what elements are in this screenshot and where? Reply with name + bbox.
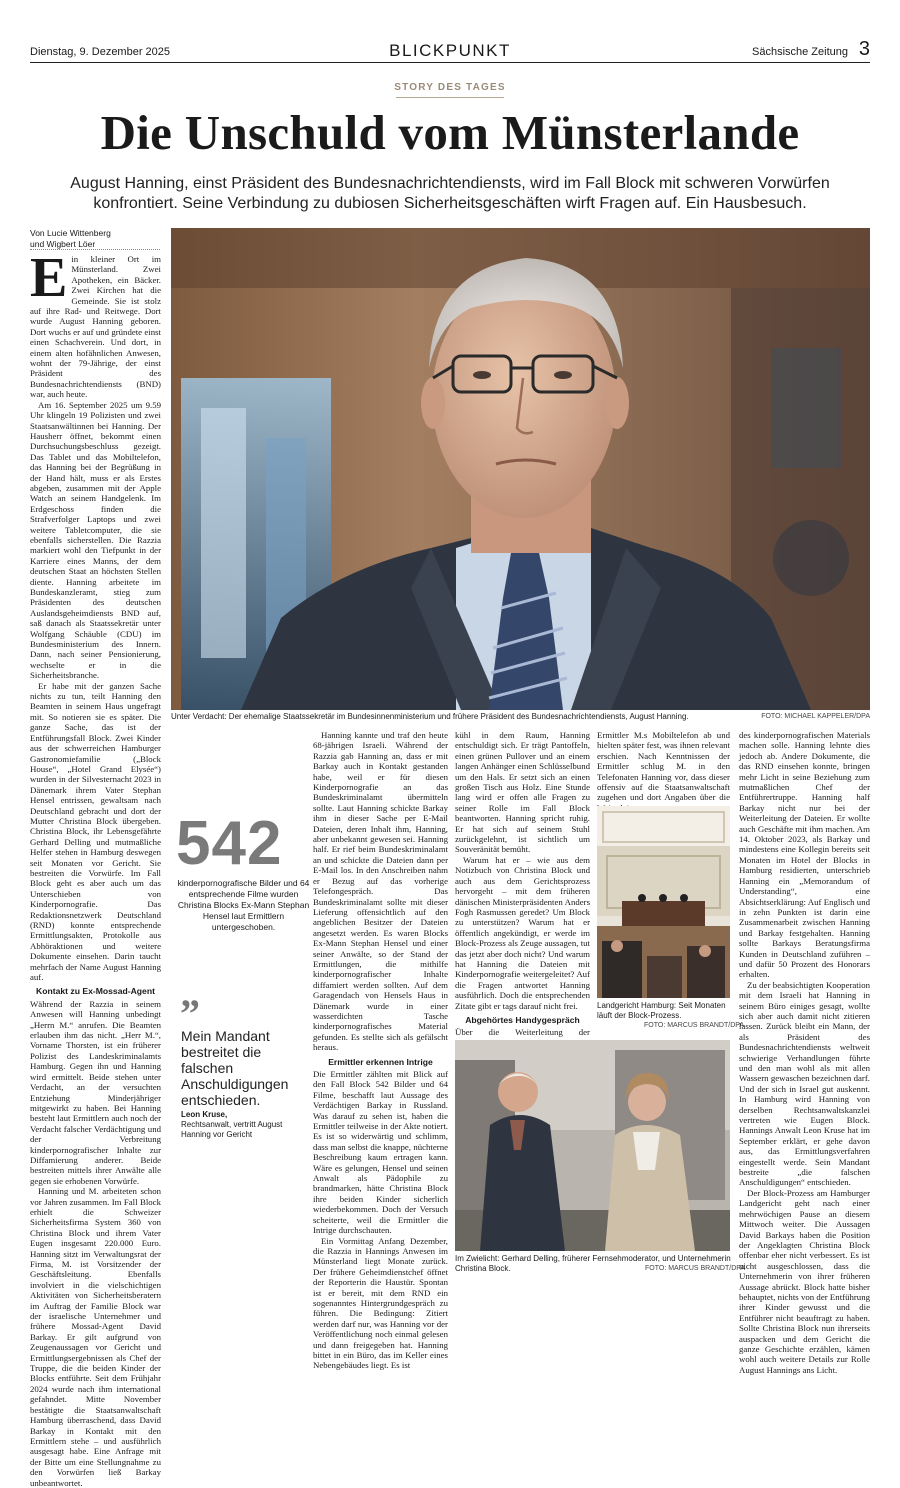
- main-photo: [171, 228, 870, 710]
- byline-line-2: und Wigbert Löer: [30, 239, 96, 249]
- courtroom-caption: Landgericht Hamburg: Seit Monaten läuft der Block-Prozess.: [597, 1001, 726, 1020]
- article-column-3: [455, 730, 590, 1036]
- main-photo-caption: Unter Verdacht: Der ehemalige Staatssekretär im Bundesinnenministerium und frühere Präsident des Bundesnachrichtendiensts, August Hanning.: [171, 712, 689, 721]
- dropcap: E: [30, 247, 68, 309]
- article-column-5: [739, 730, 870, 1375]
- paragraph: Ermittler M.s Mobiltelefon ab und hielten später fest, was ihnen relevant erschien. Nach Kenntnissen der Ermittler schlug M. in den Telefonaten Hanning vor, dass dieser offensiv auf die Staatsanwaltschaft zugehen und dort Angaben über die: [597, 730, 730, 803]
- main-photo-credit: FOTO: MICHAEL KAPPELER/DPA: [761, 713, 870, 720]
- subheading: Kontakt zu Ex-Mossad-Agent: [36, 986, 155, 997]
- paragraph: Der Block-Prozess am Hamburger Landgericht geht nach einer mehrwöchigen Pause an diesem Mittwoch weiter. Die Aussagen David Barkays haben die Position der Angeklagten Christina Block offenbar eher nicht verbessert. Es ist nicht ausgeschlossen, dass die Unternehmerin von ihrer früheren Aussage abrückt. Block hatte bisher behauptet, nichts von der Entführung ihrer Kinder gewusst und die Entführer nicht beauftragt zu haben. Sollte Christina Block nun ihrerseits auspacken und dem Gericht die ganze Geschichte erzählen, kämen wohl auch weitere Details zur Rolle August Hannings ans Licht.: [739, 1187, 870, 1375]
- article-column-1: [30, 247, 161, 1488]
- quote-author-name: Leon Kruse,: [181, 1110, 228, 1119]
- courtroom-image: [597, 806, 730, 998]
- header-divider: [30, 62, 870, 63]
- paragraph: Hanning kannte und traf den heute 68-jährigen Israeli. Während der Razzia gab Hanning an, dass er mit Barkay auch in Kontakt gestanden habe, weil er für diesen Kinderpornografie an das Bundeskriminalamt übermitteln sollte. Laut Hanning schickte Barkay ihm in dieser Sache per E-Mail Dateien, deren Inhalt ihm, Hanning, aber unbekannt gewesen sei. Hanning half. Er rief beim Bundeskriminalamt an und schickte die Dateien dann per E-Mail los. In den Anschreiben nahm er Bezug auf das vorherige Telefongespräch. Das Bundeskriminalamt sollte mit dieser Lieferung offensichtlich auf den angeblichen Besitzer der Dateien angesetzt werden. Es waren Blocks Ex-Mann Stephan Hensel und einer seiner Anwälte, so der Stand der Ermittlungen, die mithilfe kinderpornografischer Inhalte diffamiert werden sollten. Auf dem Garagendach von Hensels Haus in Dänemark wurde in einer wasserdichten Tasche kinderpornografisches Material gefunden. Es stellte sich als gefälscht heraus.: [313, 730, 448, 1053]
- kicker-underline: [396, 97, 504, 98]
- paragraph: des kinderpornografischen Materials machen solle. Hanning lehnte dies jedoch ab. Andere Dokumente, die das RND einsehen konnte, bringen mehr Licht in seine Beziehung zum mutmaßlichen Chef der Entführertruppe. Hanning half Barkay nicht nur bei der Weiterleitung der Dateien. Er wollte auch Geschäfte mit ihm machen. Am 14. Oktober 2023, als Barkay und mindestens eine Kollegin bereits seit Monaten im Hotel der Blocks in Hamburg residierten, unterschrieb Hanning ein „Memorandum of Understanding“, eine Absichtserklärung: Auf Englisch und in zehn Punkten ist darin eine Zusammenarbeit zwischen Hanning und Barkay festgehalten. Hanning sollte Barkays Beratungsfirma Kunden in Deutschland zuführen – und dafür 50 Prozent des Honorars erhalten.: [739, 730, 870, 980]
- paragraph: kühl in dem Raum, Hanning entschuldigt sich. Er trägt Pantoffeln, einen grünen Pullover und an einem langen Anhänger einen Schlüsselbund um den Hals. Er setzt sich an einen großen Tisch aus Holz. Eine Stunde lang wird er offen alle Fragen zu seiner Rolle im Fall Block beantworten. Hanning spricht ruhig. Er hat sich auf seinem Stuhl zurückgelehnt, ist sichtlich um Souveränität bemüht.: [455, 730, 590, 855]
- pull-quote: Mein Mandant bestreitet die falschen Anschuldigungen entschieden.: [181, 1028, 289, 1108]
- paragraph: Er habe mit der ganzen Sache nichts zu tun, teilt Hanning den Beamten in seinem Haus ungefragt mit. So notieren sie es später. Die ganze Sache, das ist der Entführungsfall Block. Zwei Kinder aus der schwerreichen Hamburger Gastronomiefamilie („Block House“, „Hotel Grand Elysée“) wurden in der Silvesternacht 2023 in Dänemark ihrem Vater Stephan Hensel entrissen, gewaltsam nach Deutschland gebracht und dort der Mutter Christina Block übergeben. Christina Block, ihr Lebensgefährte Gerhard Delling und mutmaßliche Helfer stehen in Hamburg deswegen seit Monaten vor Gericht. Sie bestreiten die Vorwürfe. Im Fall Block geht es aber auch um das Unterschieben von Kinderpornografie. Das Redaktionsnetzwerk Deutschland (RND) konnte entsprechende Ermittlungsakten, Protokolle aus Abhöraktionen und weitere Dokumente einsehen. Darin taucht mehrfach der Name August Hanning auf.: [30, 680, 161, 983]
- courtroom-photo: [597, 806, 730, 998]
- paragraph: in kleiner Ort im Münsterland. Zwei Apotheken, ein Bäcker. Zwei Kirchen hat die Gemeinde. Sie ist stolz auf ihre Rad- und Reitwege. Dort wurde August Hanning geboren. Dort wuchs er auf und gründete einst einen Schachverein. Und dort, in einem alten hofähnlichen Anwesen, wohnt der 79-Jährige, der einst Präsident des Bundesnachrichtendiensts (BND) war, auch heute.: [30, 254, 161, 400]
- headline: Die Unschuld vom Münsterlande: [100, 105, 800, 160]
- paragraph: Zu der beabsichtigten Kooperation mit dem Israeli hat Hanning in seinem Büro einiges gesagt, wollte sich aber auch damit nicht zitieren lassen. Zurück bleibt ein Mann, der als Präsident des Bundesnachrichtendiensts weltweit schwierige Verhandlungen führte und den man wohl als mit allen Wassern gewaschen bezeichnen darf. Und der sich in Israel gut auskennt. In Hamburg wird Hanning von derselben Rechtsanwaltskanzlei vertreten wie Eugen Block. Hannings Anwalt Leon Kruse hat im September erklärt, er gehe davon aus, das Ermittlungsverfahren eingestellt werde. Sein Mandant bestreite „die falschen Anschuldigungen“ entschieden.: [739, 979, 870, 1188]
- paragraph: Während der Razzia in seinem Anwesen will Hanning unbedingt „Herrn M.“ anrufen. Die Beamten erlauben ihm das nicht. „Herr M.“, Vorname Thorsten, ist ein früherer Polizist des Landeskriminalamts Hamburg. Gegen ihn und Hanning wird ermittelt. Beide stehen unter Verdacht, an der versuchten Entziehung Minderjähriger mitgewirkt zu haben. Bei Hanning besteht laut Ermittlern auch noch der Verdacht falscher Verdächtigung und der Verbreitung kinderpornografischer Inhalte zur Diffamierung anderer. Beide bestreiten mittels ihrer Anwälte alle gegen sie erhobenen Vorwürfe.: [30, 998, 161, 1186]
- page-number: 3: [858, 38, 870, 60]
- paragraph: Ein Vormittag Anfang Dezember, die Razzia in Hannings Anwesen im Münsterland liegt Monate zurück. Der frühere Geheimdienstchef öffnet der Reporterin die Haustür. Spontan ist er bereit, mit dem RND ein sogenanntes Hintergrundgespräch zu führen. Die Bedingung: Zitiert werden darf nur, was Hanning vor der Veröffentlichung noch einmal gelesen und dann freigegeben hat. Hanning bittet in ein Büro, das im Keller eines Nebengebäudes liegt. Es ist: [313, 1235, 448, 1371]
- subheading: Abgehörtes Handygespräch: [465, 1014, 580, 1025]
- newspaper-name: Sächsische Zeitung: [752, 46, 848, 58]
- paragraph: Die Ermittler zählten mit Blick auf den Fall Block 542 Bilder und 64 Filme, beschafft laut Aussage des Verdächtigen Barkay in Russland. Was darauf zu sehen ist, haben die Ermittler teilweise in der Akte notiert. Es ist so widerwärtig und schlimm, dass man selbst die knappe, nüchterne Beschreibung kaum ertragen kann. Wäre es gelungen, Hensel und seinen Anwalt als Pädophile zu brandmarken, hätte Christina Block ihre beiden Kinder sicherlich wiederbekommen. Doch der Versuch scheiterte, weil die Ermittler die Intrige durchschauten.: [313, 1069, 448, 1236]
- section-title: BLICKPUNKT: [389, 41, 511, 60]
- kicker-label: STORY DES TAGES: [394, 82, 506, 93]
- article-column-2: [313, 730, 448, 1371]
- byline-line-1: Von Lucie Wittenberg: [30, 228, 111, 238]
- issue-date: Dienstag, 9. Dezember 2025: [30, 46, 171, 58]
- factbox-text: kinderpornografische Bilder und 64 entsprechende Filme wurden Christina Blocks Ex-Mann Stephan Hensel laut Ermittlern untergeschoben.: [177, 878, 310, 932]
- paragraph: Warum hat er – wie aus dem Notizbuch von Christina Block und auch aus dem Gerichtsprozess hervorgeht – mit dem früheren dänischen Ministerpräsidenten Anders Fogh Rasmussen geredet? Um Block zu unterstützen? Warum hat er öffentlich angekündigt, er werde im Block-Prozess als Zeuge aussagen, tut das jetzt aber doch nicht? Und warum hat Hanning die Dateien mit Kinderpornografie weitergeleitet? Auf die Fragen antwortet Hanning ausführlich. Doch die entsprechenden Zitate gibt er tags darauf nicht frei.: [455, 854, 590, 1011]
- article-column-4: [597, 730, 730, 802]
- courtroom-credit: FOTO: MARCUS BRANDT/DPA: [644, 1022, 745, 1029]
- couple-caption: Im Zwielicht: Gerhard Delling, früherer Fernsehmoderator, und Unternehmerin Christina Block.: [455, 1254, 731, 1273]
- deck-subheadline: August Hanning, einst Präsident des Bundesnachrichtendiensts, wird im Fall Block mit schweren Vorwürfen konfrontiert. Seine Verbindung zu dubiosen Sicherheitsgeschäften wirft Fragen auf. Ein Hausbesuch.: [70, 175, 830, 212]
- factbox-number: 542: [176, 809, 283, 878]
- portrait-image: [171, 228, 870, 710]
- paragraph: Hanning und M. arbeiteten schon vor Jahren zusammen. Im Fall Block erhielt die Schweizer Sicherheitsfirma System 360 von Christina Block und ihrem Vater Eugen insgesamt 220.000 Euro. Hanning sitzt im Verwaltungsrat der Firma, M. ist Vorsitzender der Geschäftsleitung. Ebenfalls involviert in die vielschichtigen Aktivitäten von Sicherheitsberatern im Auftrag der Familie Block war der israelische Unternehmer und frühere Mossad-Agent David Barkay. Er gilt aufgrund von Zeugenaussagen vor Gericht und Ermittlungsergebnissen als Chef der Truppe, die die beiden Kinder der Blocks entführte. Seit dem Frühjahr 2024 wurde nach ihm international gefahndet. Mitte November bestätigte die Staatsanwaltschaft Hamburg überraschend, dass David Barkay in Kontakt mit den Ermittlern stehe – und ausführlich ausgesagt habe. Eine Anfrage mit der Bitte um eine Stellungnahme zu den Vorwürfen ließ Barkay unbeantwortet.: [30, 1186, 161, 1488]
- paragraph: Am 16. September 2025 um 9.59 Uhr klingeln 19 Polizisten und zwei Staatsanwältinnen bei Hanning. Der Hausherr öffnet, bekommt einen Durchsuchungsbeschluss gezeigt. Das Tablet und das Mobiltelefon, das Hanning bei der Begrüßung in der Hand hält, muss er als Erstes abgeben, zusammen mit der Apple Watch an seinem Handgelenk. Im Erdgeschoss finden die Strafverfolger Laptops und zwei weitere Tabletcomputer, die sie ebenfalls sicherstellen. Die Razzia markiert wohl den Tiefpunkt in der Karriere eines Manns, der dem deutschen Staat an höchsten Stellen diente. Hanning arbeitete im Bundeskanzleramt, stieg zum Präsidenten des deutschen Auslandsgeheimdiensts BND auf, saß danach als Staatssekretär unter Wolfgang Schäuble (CDU) im Bundesministerium des Innern. Dann, nach seiner Pensionierung, wechselte er in die Sicherheitsbranche.: [30, 399, 161, 681]
- quote-attribution: [181, 1110, 306, 1140]
- paragraph: Über die Weiterleitung der: [455, 1027, 590, 1038]
- couple-credit: FOTO: MARCUS BRANDT/DPA: [645, 1265, 746, 1272]
- couple-image: [455, 1040, 730, 1251]
- subheading: Ermittler erkennen Intrige: [328, 1056, 433, 1067]
- quote-author-role: Rechtsanwalt, vertritt August Hanning vor Gericht: [181, 1120, 283, 1139]
- couple-photo: [455, 1040, 730, 1251]
- quote-mark-icon: ”: [180, 991, 200, 1036]
